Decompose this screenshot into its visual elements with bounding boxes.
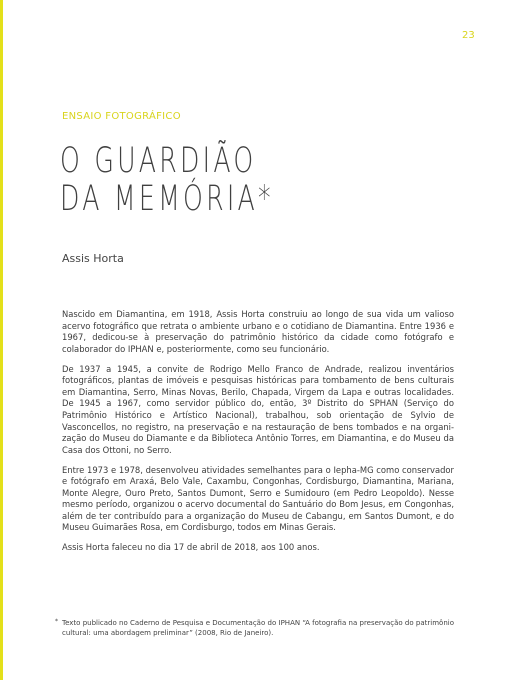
footnote-marker: * xyxy=(55,618,58,625)
footnote xyxy=(55,618,454,638)
article-title xyxy=(60,142,274,218)
section-label: ENSAIO FOTOGRÁFICO xyxy=(62,111,181,122)
title-line-2: DA MEMÓRIA* xyxy=(60,179,274,219)
author-name: Assis Horta xyxy=(62,252,124,265)
body-paragraph: Entre 1973 e 1978, desenvolveu atividades semelhantes para o Iepha-MG como conservador e fotógrafo em Araxá, Belo Vale, Caxambu, Congonhas, Cordisburgo, Diamantina, Mariana, Monte Alegre, Ouro Preto, Santos Dumont, Serro e Sumidouro (em Pedro Leopoldo). Nesse mesmo período, organizou o acervo documental do Santuário do Bom Jesus, em Congonhas, além de ter contribuído para a organização do Museu de Cabangu, em Santos Dumont, e do Museu Guimarães Rosa, em Cordisburgo, todos em Minas Gerais. xyxy=(62,464,454,533)
left-accent-rule xyxy=(0,0,3,680)
body-paragraph: Assis Horta faleceu no dia 17 de abril de 2018, aos 100 anos. xyxy=(62,542,320,553)
article-body xyxy=(62,309,454,562)
body-paragraph: Nascido em Diamantina, em 1918, Assis Horta construiu ao longo de sua vida um valioso acervo fotográfico que retrata o ambiente urbano e o cotidiano de Diamantina. Entre 1936 e 1967, dedicou-se à preservação do patrimônio histórico da cidade como fotógrafo e colaborador do IPHAN e, posteriormente, como seu funcionário. xyxy=(62,309,454,354)
page-number: 23 xyxy=(462,30,475,41)
title-line-1: O GUARDIÃO xyxy=(60,141,257,181)
body-paragraph: De 1937 a 1945, a convite de Rodrigo Mello Franco de Andrade, realizou inventários fotográficos, plantas de imóveis e pesquisas históricas para tombamento de bens culturais em Diamantina, Serro, Minas Novas, Berilo, Chapada, Virgem da Lapa e outras localidades. De 1945 a 1967, como servidor público do, então, 3º Distrito do SPHAN (Serviço do Patrimônio Histórico e Artístico Nacional), trabalhou, sob orientação de Sylvio de Vasconcellos, no registro, na preservação e na restauração de bens tombados e na organização do Museu do Diamante e da Biblioteca Antônio Torres, em Diamantina, e do Museu da Casa dos Ottoni, no Serro. xyxy=(62,363,454,455)
footnote-text: Texto publicado no Caderno de Pesquisa e Documentação do IPHAN “A fotografia na preservação do patrimônio cultural: uma abordagem preliminar” (2008, Rio de Janeiro). xyxy=(62,619,454,637)
